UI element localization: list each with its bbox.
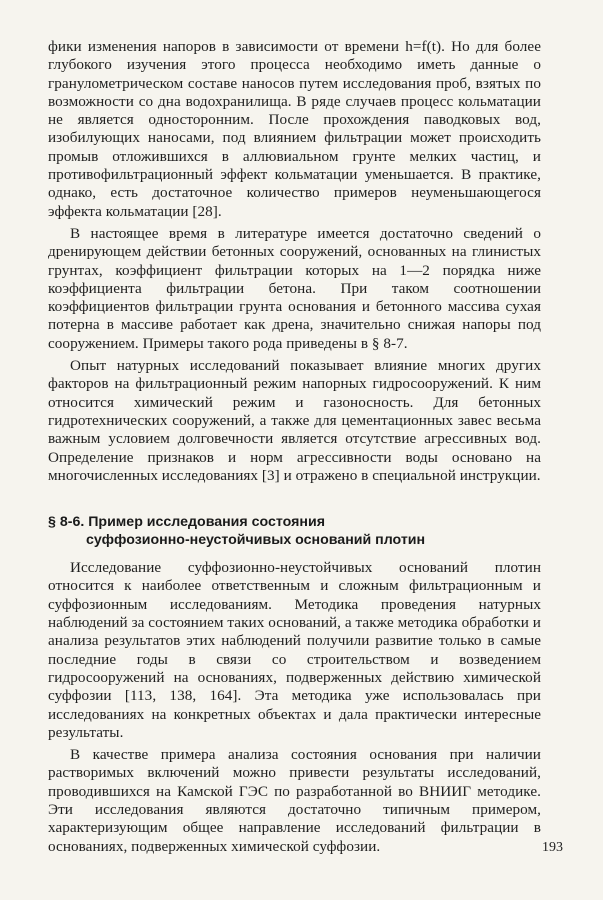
- paragraph-continued: фики изменения напоров в зависимости от времени h=f(t). Но для более глубокого изучения этого процесса необходимо иметь данные о гранулометрическом составе наносов путем исследования проб, взятых по возможности со дна водохранилища. В ряде случаев процесс кольматации не является односторонним. После прохождения паводковых вод, изобилующих наносами, под влиянием фильтрации может происходить промыв отложившихся в аллювиальном грунте мелких частиц, и противофильтрационный эффект кольматации уменьшается. В практике, однако, есть достаточное количество примеров неуменьшающегося эффекта кольматации [28].: [48, 38, 541, 220]
- section-heading-line1: § 8-6. Пример исследования состояния: [48, 514, 325, 531]
- section-heading-line2: суффозионно-неустойчивых оснований плотин: [86, 532, 426, 549]
- page-number: 193: [542, 840, 563, 855]
- section-heading: [48, 513, 541, 549]
- paragraph-suffusion-study: Исследование суффозионно-неустойчивых оснований плотин относится к наиболее ответственным и сложным фильтрационным и суффозионным исследованиям. Методика проведения натурных наблюдений за состоянием таких оснований, а также методика обработки и анализа результатов этих наблюдений получили развитие только в самые последние годы в связи со строительством и возведением гидросооружений на основаниях, подверженных действию химической суффозии [113, 138, 164]. Эта методика уже использовалась при исследованиях на конкретных объектах и дала практически интересные результаты.: [48, 559, 541, 741]
- paragraph-kama-example: В качестве примера анализа состояния основания при наличии растворимых включений можно привести результаты исследований, проводившихся на Камской ГЭС по разработанной во ВНИИГ методике. Эти исследования являются достаточно типичным примером, характеризующим общее направление исследований фильтрации в основаниях, подверженных химической суффозии.: [48, 746, 541, 855]
- paragraph-drainage: В настоящее время в литературе имеется достаточно сведений о дренирующем действии бетонных сооружений, основанных на глинистых грунтах, коэффициент фильтрации которых на 1—2 порядка ниже коэффициента фильтрации бетона. При таком соотношении коэффициентов фильтрации грунта основания и бетонного массива сухая потерна в массиве работает как дрена, значительно снижая напоры под сооружением. Примеры такого рода приведены в § 8-7.: [48, 224, 541, 352]
- paragraph-field-experience: Опыт натурных исследований показывает влияние многих других факторов на фильтрационный режим напорных гидросооружений. К ним относится химический режим и газоносность. Для бетонных гидротехнических сооружений, а также для цементационных завес весьма важным условием долговечности является отсутствие агрессивных вод. Определение признаков и норм агрессивности воды основано на многочисленных исследованиях [3] и отражено в специальной инструкции.: [48, 357, 541, 484]
